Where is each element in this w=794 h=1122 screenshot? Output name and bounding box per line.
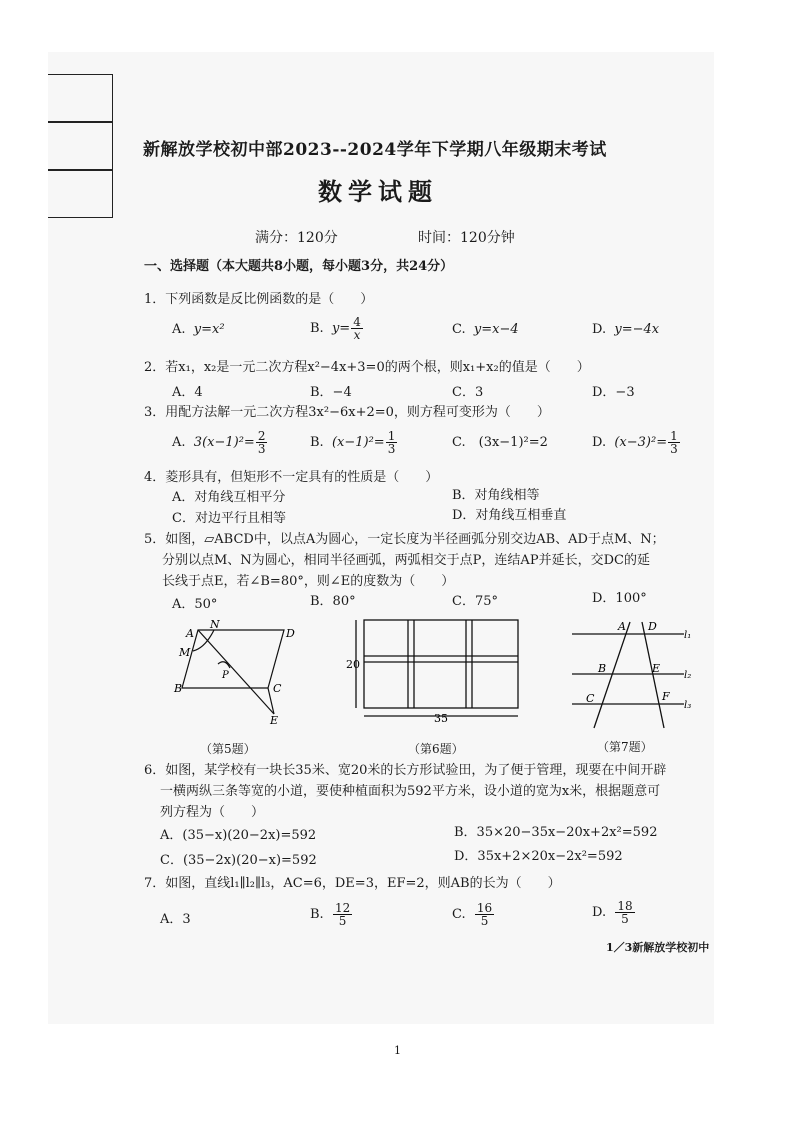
q3-option-c: C. (3x−1)²=2	[452, 435, 548, 450]
figure-6-caption: （第6题）	[408, 742, 464, 756]
figure-7-parallel-lines	[566, 616, 702, 736]
figure-5-parallelogram	[170, 618, 310, 743]
q2-option-d: D．−3	[592, 385, 635, 400]
fig7-label-l1: l₁	[684, 630, 692, 641]
fig5-label-m: M	[179, 646, 191, 659]
fig6-width-label: 35	[434, 712, 448, 725]
q1-option-b: B. y= $\frac{4}{x}$	[310, 315, 361, 342]
fig7-label-e: E	[652, 662, 661, 675]
exam-title: 新解放学校初中部2023--2024学年下学期八年级期末考试	[143, 140, 607, 160]
q6-line2: 一横两纵三条等宽的小道，要使种植面积为592平方米，设小道的宽为x米，根据题意可	[160, 784, 661, 799]
fig6-height-label: 20	[346, 658, 360, 671]
q2-option-c: C．3	[452, 385, 484, 400]
q7-option-c: C. $\frac{16}{5}$	[452, 901, 493, 928]
exam-time: 时间：120分钟	[418, 230, 515, 246]
fig7-label-l3: l₃	[684, 700, 692, 711]
q1-stem: 1．下列函数是反比例函数的是（ ）	[144, 292, 374, 307]
figure-5-caption: （第5题）	[200, 742, 256, 756]
fig7-label-b: B	[598, 662, 607, 675]
fig7-label-c: C	[586, 692, 595, 705]
fig7-label-f: F	[662, 690, 670, 703]
figure-6-field	[344, 614, 524, 726]
q4-option-c: C．对边平行且相等	[172, 511, 286, 526]
q6-option-c: C．(35−2x)(20−x)=592	[160, 853, 317, 868]
q1-option-a: A. y=x²	[172, 322, 225, 337]
fig5-label-b: B	[174, 682, 183, 695]
fig7-label-d: D	[648, 620, 657, 633]
full-score: 满分：120分	[255, 230, 338, 246]
fig5-label-a: A	[186, 627, 194, 640]
q6-option-d: D．35x+2×20x−2x²=592	[454, 849, 623, 864]
q5-line2: 分别以点M、N为圆心，相同半径画弧，两弧相交于点P，连结AP并延长，交DC的延	[162, 553, 650, 568]
fig5-label-n: N	[210, 618, 220, 631]
q5-option-d: D．100°	[592, 591, 647, 606]
q4-stem: 4．菱形具有，但矩形不一定具有的性质是（ ）	[144, 470, 439, 485]
page-number: 1	[394, 1044, 401, 1057]
fig7-label-a: A	[618, 620, 626, 633]
q5-option-c: C．75°	[452, 594, 498, 609]
q3-option-d: D. (x−3)²= $\frac{1}{3}$	[592, 429, 678, 456]
q3-stem: 3．用配方法解一元二次方程3x²−6x+2=0，则方程可变形为（ ）	[144, 405, 550, 420]
fig7-label-l2: l₂	[684, 670, 692, 681]
q5-option-a: A．50°	[172, 597, 218, 612]
q4-option-b: B．对角线相等	[452, 488, 540, 503]
binding-boxes	[48, 74, 112, 216]
q6-option-b: B．35×20−35x−20x+2x²=592	[454, 825, 658, 840]
q6-option-a: A．(35−x)(20−2x)=592	[160, 828, 317, 843]
q3-option-b: B. (x−1)²= $\frac{1}{3}$	[310, 429, 396, 456]
fig5-label-c: C	[273, 682, 282, 695]
subject-title: 数学试题	[318, 177, 438, 206]
q2-option-b: B．−4	[310, 385, 352, 400]
q1-option-c: C. y=x−4	[452, 322, 519, 337]
q5-option-b: B．80°	[310, 594, 356, 609]
q7-stem: 7．如图，直线l₁∥l₂∥l₃，AC=6，DE=3，EF=2，则AB的长为（ ）	[144, 876, 561, 891]
q2-option-a: A．4	[172, 385, 203, 400]
fig5-label-d: D	[286, 627, 295, 640]
q7-option-d: D. $\frac{18}{5}$	[592, 899, 633, 926]
q1-option-d: D. y=−4x	[592, 322, 660, 337]
q4-option-a: A．对角线互相平分	[172, 490, 286, 505]
q3-option-a: A. 3(x−1)²= $\frac{2}{3}$	[172, 429, 266, 456]
q4-option-d: D．对角线互相垂直	[452, 508, 567, 523]
q5-line3: 长线于点E，若∠B=80°，则∠E的度数为（ ）	[162, 574, 455, 589]
figure-7-caption: （第7题）	[597, 740, 653, 754]
q2-stem: 2．若x₁，x₂是一元二次方程x²−4x+3=0的两个根，则x₁+x₂的值是（ ）	[144, 360, 590, 375]
q5-line1: 5．如图，▱ABCD中，以点A为圆心，一定长度为半径画弧分别交边AB、AD于点M、N；	[144, 532, 665, 547]
q6-line3: 列方程为（ ）	[160, 805, 265, 820]
page-info: 1／3新解放学校初中	[606, 941, 710, 954]
section-heading: 一、选择题（本大题共8小题，每小题3分，共24分）	[144, 259, 454, 274]
fig5-label-e: E	[270, 714, 279, 727]
q7-option-b: B. $\frac{12}{5}$	[310, 901, 351, 928]
q7-option-a: A．3	[160, 912, 191, 927]
fig5-label-p: P	[222, 670, 229, 681]
q6-line1: 6．如图，某学校有一块长35米、宽20米的长方形试验田，为了便于管理，现要在中间开辟	[144, 763, 667, 778]
